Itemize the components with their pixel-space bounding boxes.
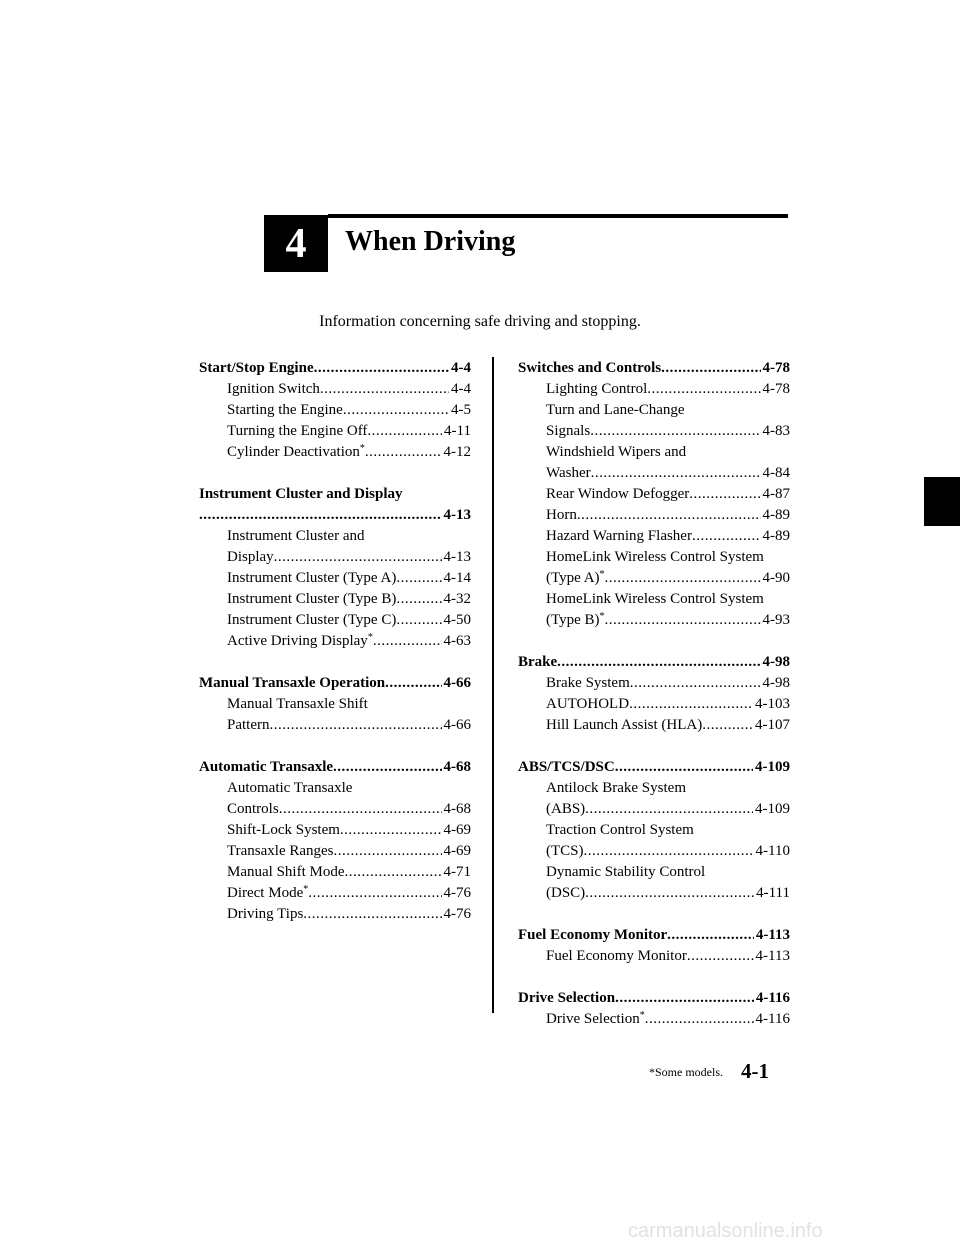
toc-section: [199, 757, 471, 925]
toc-entry[interactable]: Instrument Cluster (Type C) ..... 4-50: [199, 610, 471, 631]
toc-section-title[interactable]: Switches and Controls ..... 4-78: [518, 358, 790, 379]
toc-entry[interactable]: Instrument Cluster and Display ..... 4-13: [199, 526, 471, 568]
toc-entry[interactable]: Transaxle Ranges ..... 4-69: [199, 841, 471, 862]
toc-section-title-line1[interactable]: Instrument Cluster and Display: [199, 486, 403, 502]
toc-section: [518, 757, 790, 904]
footnote-marker: *: [303, 884, 309, 895]
toc-section: [518, 358, 790, 631]
toc-section-title[interactable]: Start/Stop Engine ..... 4-4: [199, 358, 471, 379]
toc-section-title[interactable]: Automatic Transaxle ..... 4-68: [199, 757, 471, 778]
toc-entry[interactable]: Driving Tips ..... 4-76: [199, 904, 471, 925]
toc-section: [199, 673, 471, 736]
toc-entry[interactable]: Turning the Engine Off ..... 4-11: [199, 421, 471, 442]
toc-entry[interactable]: Instrument Cluster (Type B) ..... 4-32: [199, 589, 471, 610]
toc-section-title[interactable]: Drive Selection ..... 4-116: [518, 988, 790, 1009]
footnote-marker: *: [599, 569, 605, 580]
toc-section: [518, 652, 790, 736]
toc-entry[interactable]: Shift-Lock System ..... 4-69: [199, 820, 471, 841]
toc-entry[interactable]: Windshield Wipers and Washer ..... 4-84: [518, 442, 790, 484]
toc-entry[interactable]: Ignition Switch ..... 4-4: [199, 379, 471, 400]
toc-entry[interactable]: Hill Launch Assist (HLA) ..... 4-107: [518, 715, 790, 736]
toc-entry[interactable]: Drive Selection* ..... 4-116: [518, 1009, 790, 1030]
footnote-marker: *: [367, 632, 373, 643]
toc-right-column: [518, 358, 790, 1051]
chapter-number: 4: [264, 215, 328, 272]
page-number: 4-1: [741, 1059, 769, 1083]
toc-entry[interactable]: Active Driving Display* ..... 4-63: [199, 631, 471, 652]
toc-entry[interactable]: Direct Mode* ..... 4-76: [199, 883, 471, 904]
toc-entry[interactable]: Rear Window Defogger ..... 4-87: [518, 484, 790, 505]
toc-section-title[interactable]: Fuel Economy Monitor ..... 4-113: [518, 925, 790, 946]
toc-section: [199, 484, 471, 652]
footnote-marker: *: [359, 443, 365, 454]
toc-entry[interactable]: Brake System ..... 4-98: [518, 673, 790, 694]
toc-entry[interactable]: Lighting Control ..... 4-78: [518, 379, 790, 400]
toc-entry[interactable]: Manual Transaxle Shift Pattern ..... 4-66: [199, 694, 471, 736]
toc-section: [518, 988, 790, 1030]
column-divider: [492, 357, 494, 1013]
toc-entry[interactable]: HomeLink Wireless Control System (Type A)* ..... 4-90: [518, 547, 790, 589]
toc-entry[interactable]: Starting the Engine ..... 4-5: [199, 400, 471, 421]
toc-entry[interactable]: Manual Shift Mode ..... 4-71: [199, 862, 471, 883]
toc-entry[interactable]: Turn and Lane-Change Signals ..... 4-83: [518, 400, 790, 442]
chapter-tab-marker: [924, 477, 960, 526]
toc-entry[interactable]: Traction Control System (TCS) ..... 4-110: [518, 820, 790, 862]
toc-entry[interactable]: Horn ..... 4-89: [518, 505, 790, 526]
toc-entry[interactable]: HomeLink Wireless Control System (Type B)* ..... 4-93: [518, 589, 790, 631]
footnote-marker: *: [639, 1010, 645, 1021]
toc-section: [199, 358, 471, 463]
toc-entry[interactable]: AUTOHOLD ..... 4-103: [518, 694, 790, 715]
toc-section-title[interactable]: ABS/TCS/DSC ..... 4-109: [518, 757, 790, 778]
toc-section-title[interactable]: Brake ..... 4-98: [518, 652, 790, 673]
chapter-intro: Information concerning safe driving and stopping.: [319, 313, 641, 330]
chapter-rule: [328, 214, 788, 218]
toc-entry[interactable]: Hazard Warning Flasher ..... 4-89: [518, 526, 790, 547]
toc-entry[interactable]: Dynamic Stability Control (DSC) ..... 4-111: [518, 862, 790, 904]
footnote-marker: *: [599, 611, 605, 622]
toc-entry[interactable]: Antilock Brake System (ABS) ..... 4-109: [518, 778, 790, 820]
toc-left-column: [199, 358, 471, 946]
toc-entry[interactable]: Automatic Transaxle Controls ..... 4-68: [199, 778, 471, 820]
toc-entry[interactable]: Cylinder Deactivation* ..... 4-12: [199, 442, 471, 463]
toc-entry[interactable]: Instrument Cluster (Type A) ..... 4-14: [199, 568, 471, 589]
footnote: *Some models.: [649, 1065, 723, 1079]
toc-entry[interactable]: Fuel Economy Monitor ..... 4-113: [518, 946, 790, 967]
toc-section-title-leader[interactable]: ..... 4-13: [199, 505, 471, 526]
toc-section: [518, 925, 790, 967]
watermark: carmanualsonline.info: [628, 1220, 823, 1242]
toc-section-title[interactable]: Manual Transaxle Operation ..... 4-66: [199, 673, 471, 694]
chapter-title: When Driving: [345, 226, 516, 257]
